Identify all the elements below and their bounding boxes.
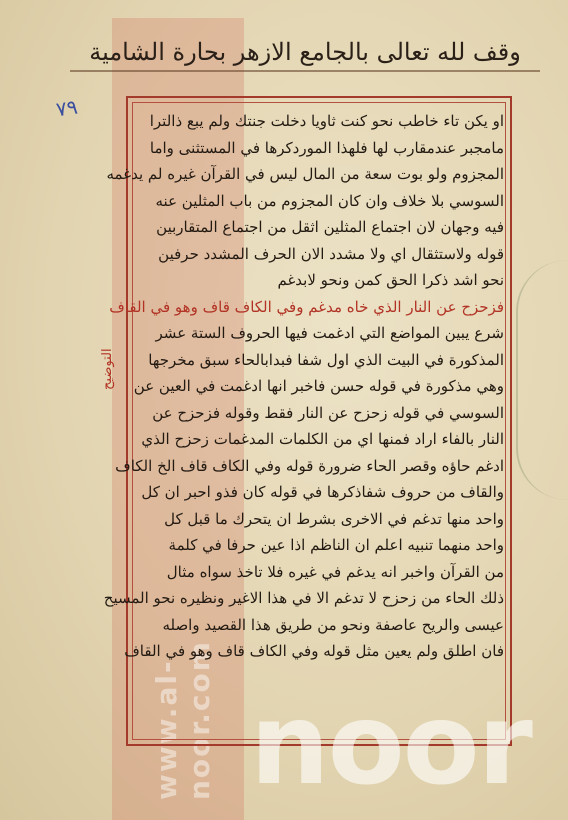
manuscript-line: او يكن تاء خاطب نحو كنت ثاويا دخلت جنتك ولم يبع ذالترا — [149, 112, 504, 130]
manuscript-line: السوسي في قوله زحزح عن النار فقط وقوله فزحزح عن — [152, 403, 504, 422]
manuscript-line: النار بالفاء اراد فمنها اي من الكلمات المدغمات زحزح الذي — [141, 430, 504, 448]
manuscript-line: فزحزح عن النار الذي خاه مدغم وفي الكاف قاف وهو في القاف — [109, 297, 504, 316]
manuscript-line: السوسي بلا خلاف وان كان المجزوم من باب المثلين عنه — [155, 191, 504, 210]
margin-note: التوضيح — [100, 348, 115, 390]
manuscript-line: شرع يبين المواضع التي ادغمت فيها الحروف الستة عشر — [155, 324, 504, 342]
manuscript-line: والقاف من حروف شفاذكرها في قوله كان فذو احبر ان كل — [141, 483, 504, 501]
stamp-arc — [516, 260, 568, 500]
band-watermark-text: www.al-noor.com — [150, 640, 216, 800]
heading-underline — [70, 70, 540, 72]
manuscript-line: من القرآن واخبر انه يدغم في غيره فلا تاخذ سواه مثال — [166, 562, 504, 581]
manuscript-line: فيه وجهان لان اجتماع المثلين اثقل من اجتماع المتقاربين — [156, 218, 504, 236]
manuscript-line: عيسى والريح عاصفة ونحو من طريق هذا القصيد واصله — [162, 615, 504, 634]
manuscript-line: نحو اشد ذكرا الحق كمن ونحو لابدغم — [277, 271, 504, 289]
manuscript-line: وهي مذكورة في قوله حسن فاخبر انها ادغمت في العين عن — [133, 377, 504, 395]
manuscript-line: قوله ولاستثقال اي ولا مشدد الان الحرف المشدد حرفين — [158, 244, 504, 263]
large-watermark: noor — [250, 680, 531, 810]
waqf-heading: وقف لله تعالى بالجامع الازهر بحارة الشامية — [89, 38, 521, 66]
manuscript-line: فان اطلق ولم يعين مثل قوله وفي الكاف قاف وهو في القاف — [124, 642, 504, 660]
manuscript-line: واحد منهما تنبيه اعلم ان الناظم اذا عين حرفا في كلمة — [168, 536, 504, 554]
manuscript-line: المجزوم ولو بوت سعة من المال ليس في القرآن غيره لم يدغمه — [106, 165, 504, 183]
manuscript-line: مامجبر عندمقارب لها فلهذا الموردكرها في المستثنى واما — [149, 138, 504, 157]
manuscript-line: المذكورة في البيت الذي اول شفا فبدابالحاء سبق مخرجها — [148, 350, 504, 369]
manuscript-line: واحد منها تدغم في الاخرى بشرط ان يتحرك ما قبل كل — [164, 509, 504, 528]
folio-number: ٧٩ — [54, 94, 80, 122]
manuscript-line: ذلك الحاء من زحزح لا تدغم الا في هذا الاغير ونظيره نحو المسيح — [103, 589, 504, 607]
manuscript-line: ادغم حاؤه وقصر الحاء ضرورة قوله وفي الكاف قاف الخ الكاف — [115, 456, 504, 475]
